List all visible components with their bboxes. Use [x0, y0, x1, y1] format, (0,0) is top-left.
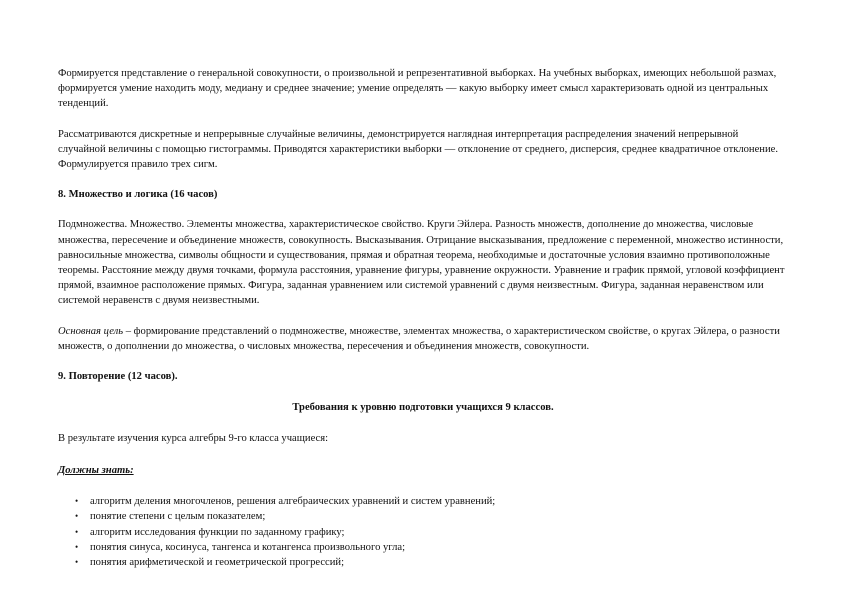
list-item [58, 555, 788, 570]
list-item-text: понятия синуса, косинуса, тангенса и котангенса произвольного угла; [90, 542, 406, 554]
section-9-heading: 9. Повторение (12 часов). [58, 371, 178, 383]
bullet-icon: • [75, 542, 79, 553]
spacer [58, 415, 788, 431]
section-8-heading: 8. Множество и логика (16 часов) [58, 189, 218, 201]
spacer [58, 112, 788, 127]
spacer [58, 447, 788, 463]
spacer [58, 384, 788, 400]
spacer [58, 309, 788, 324]
document-page [58, 66, 788, 571]
bullet-icon: • [75, 511, 79, 522]
paragraph-random-variables: Рассматриваются дискретные и непрерывные случайные величины, демонстрируется наглядная интерпретация распределения значений непрерывной случайной величины с помощью гистограммы. Приводятся характеристики выборки — отклонение от среднего, дисперсия, среднее квадратичное отклонение. Формулируется правило трех сигм. [58, 128, 778, 171]
list-item-text: алгоритм исследования функции по заданному графику; [90, 526, 345, 538]
spacer [58, 202, 788, 217]
main-goal-text: – формирование представлений о подмножестве, множестве, элементах множества, о характеристическом свойстве, о кругах Эйлера, о разности множеств, о дополнении до множества, о числовых множества, пересечения и объединения множеств, совокупности. [58, 325, 780, 352]
paragraph-general-population: Формируется представление о генеральной совокупности, о произвольной и репрезентативной выборках. На учебных выборках, имеющих небольшой размах, формируется умение находить моду, медиану и среднее значение; умение определять — какую выборку имеет смысл характеризовать одной из центральных тенденций. [58, 68, 777, 110]
bullet-icon: • [75, 526, 79, 537]
list-item [58, 525, 788, 540]
list-item [58, 509, 788, 524]
paragraph-main-goal [58, 324, 788, 354]
list-item-text: понятие степени с целым показателем; [90, 511, 266, 523]
bullet-icon: • [75, 495, 79, 506]
bullet-icon: • [75, 557, 79, 568]
list-item [58, 540, 788, 555]
spacer [58, 478, 788, 494]
must-know-list [58, 494, 788, 571]
list-item-text: понятия арифметической и геометрической прогрессий; [90, 557, 345, 569]
intro-line: В результате изучения курса алгебры 9-го класса учащиеся: [58, 433, 329, 445]
must-know-label: Должны знать: [58, 464, 134, 476]
paragraph-sets-and-logic: Подмножества. Множество. Элементы множества, характеристическое свойство. Круги Эйлера. Разность множеств, дополнение до множества, числовые множества, пересечение и объединение множеств, совокупность. Высказывания. Отрицание высказывания, предложение с переменной, множество истинности, равносильные множества, символы общности и существования, прямая и обратная теорема, необходимые и достаточные условия взаимно противоположные теоремы. Расстояние между двумя точками, формула расстояния, уравнение фигуры, уравнение окружности. Уравнение и график прямой, угловой коэффициент прямой, взаимное расположение прямых. Фигура, заданная уравнением или системой уравнений с двумя неизвестным. Фигура, заданная неравенством или системой неравенств с двумя неизвестными. [58, 219, 785, 307]
spacer [58, 354, 788, 369]
list-item-text: алгоритм деления многочленов, решения алгебраических уравнений и систем уравнений; [90, 495, 496, 507]
main-goal-label: Основная цель [58, 325, 124, 337]
requirements-heading: Требования к уровню подготовки учащихся 9 классов. [292, 402, 554, 414]
spacer [58, 172, 788, 187]
must-know-heading [58, 463, 788, 478]
list-item [58, 494, 788, 509]
